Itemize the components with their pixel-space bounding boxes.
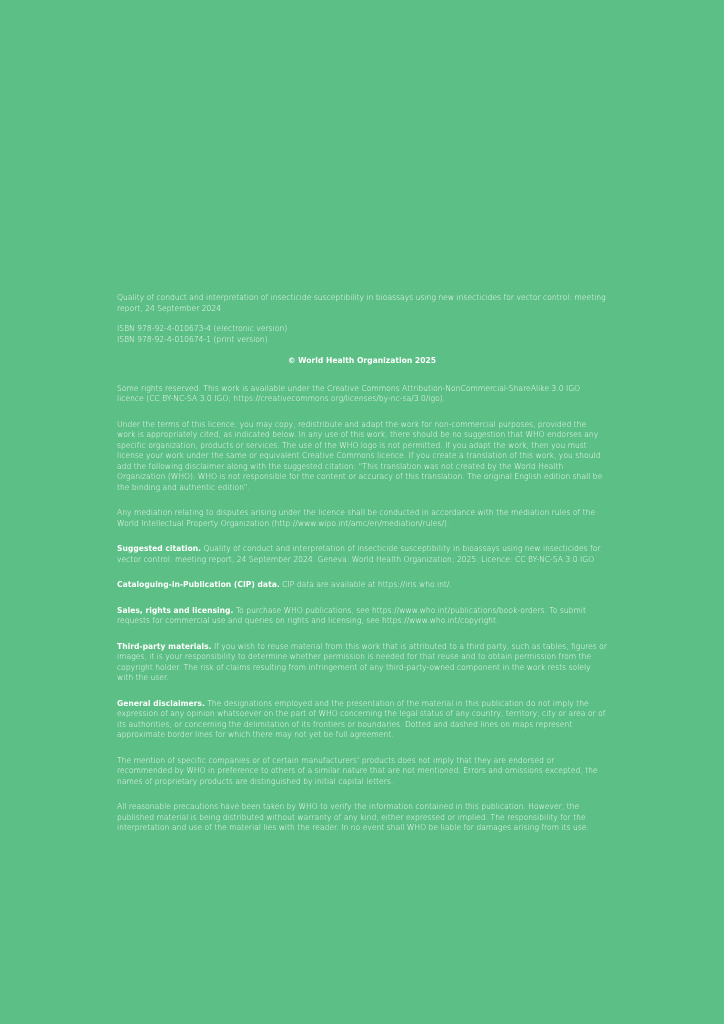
cip-data [117, 580, 607, 591]
cip-text: CIP data are available at https://iris.who.int/. [279, 580, 452, 589]
mediation-statement: Any mediation relating to disputes arising under the licence shall be conducted in accordance with the mediation rules of the World Intellectual Property Organization (http://www.wipo.int/amc/en/mediation/rules/). [117, 508, 596, 528]
rights-statement: Some rights reserved. This work is available under the Creative Commons Attribution-NonCommercial-ShareAlike 3.0 IGO licence (CC BY-NC-SA 3.0 IGO; https://creativecommons.org/licenses/by-nc-sa/3.0/igo). [117, 383, 581, 403]
third-party-text: If you wish to reuse material from this work that is attributed to a third party, such as tables, figures or images, it is your responsibility to determine whether permission is needed for that reuse and to obtain permission from the copyright holder. The risk of claims resulting from infringement of any third-party-owned component in the work rests solely with the user. [117, 641, 607, 682]
copyright-content [117, 293, 607, 849]
general-disclaimers [117, 699, 607, 741]
suggested-citation-label: Suggested citation. [117, 544, 202, 553]
third-party-label: Third-party materials. [117, 641, 212, 651]
precautions-disclaimer: All reasonable precautions have been taken by WHO to verify the information contained in this publication. However, the published material is being distributed without warranty of any kind, either expressed or implied. The responsibility for the interpretation and use of the material lies with the reader. In no event shall WHO be liable for damages arising from its use. [117, 802, 589, 832]
publication-title: Quality of conduct and interpretation of insecticide susceptibility in bioassays using new insecticides for vector control: meeting report, 24 September 2024 [117, 293, 606, 313]
general-disclaimers-label: General disclaimers. [117, 698, 205, 708]
cip-label: Cataloguing-in-Publication (CIP) data. [117, 580, 280, 589]
suggested-citation-text: Quality of conduct and interpretation of insecticide susceptibility in bioassays using new insecticides for vector control: meeting report, 24 September 2024. Geneva: World Health Organization; 2025. Licence: CC BY-NC-SA 3.0 IGO. [117, 544, 601, 564]
suggested-citation [117, 544, 607, 565]
licence-terms: Under the terms of this licence, you may copy, redistribute and adapt the work for non-commercial purposes, provided the work is appropriately cited, as indicated below. In any use of this work, there should be no suggestion that WHO endorses any specific organization, products or services. The use of the WHO logo is not permitted. If you adapt the work, then you must license your work under the same or equivalent Creative Commons licence. If you create a translation of this work, you should add the following disclaimer along with the suggested citation: “This translation was not created by the World Health Organization (WHO). WHO is not responsible for the content or accuracy of this translation. The original English edition shall be the binding and authentic edition”. [117, 419, 603, 492]
sales-rights-licensing [117, 606, 607, 627]
isbn-print: ISBN 978-92-4-010674-1 (print version) [117, 334, 268, 344]
isbn-electronic: ISBN 978-92-4-010673-4 (electronic version) [117, 324, 288, 333]
isbn-block [117, 324, 607, 345]
sales-text: To purchase WHO publications, see https://www.who.int/publications/book-orders. To submit requests for commercial use and queries on rights and licensing, see https://www.who.int/copyright. [117, 605, 586, 625]
general-disclaimers-text: The designations employed and the presentation of the material in this publication do not imply the expression of any opinion whatsoever on the part of WHO concerning the legal status of any country, territory, city or area or of its authorities, or concerning the delimitation of its frontiers or boundaries. Dotted and dashed lines on maps represent approximate border lines for which there may not yet be full agreement. [117, 698, 606, 739]
third-party-materials [117, 642, 607, 684]
companies-disclaimer: The mention of specific companies or of certain manufacturers’ products does not imply that they are endorsed or recommended by WHO in preference to others of a similar nature that are not mentioned. Errors and omissions excepted, the names of proprietary products are distinguished by initial capital letters. [117, 755, 598, 786]
sales-label: Sales, rights and licensing. [117, 605, 234, 615]
copyright-notice: © World Health Organization 2025 [287, 356, 437, 365]
